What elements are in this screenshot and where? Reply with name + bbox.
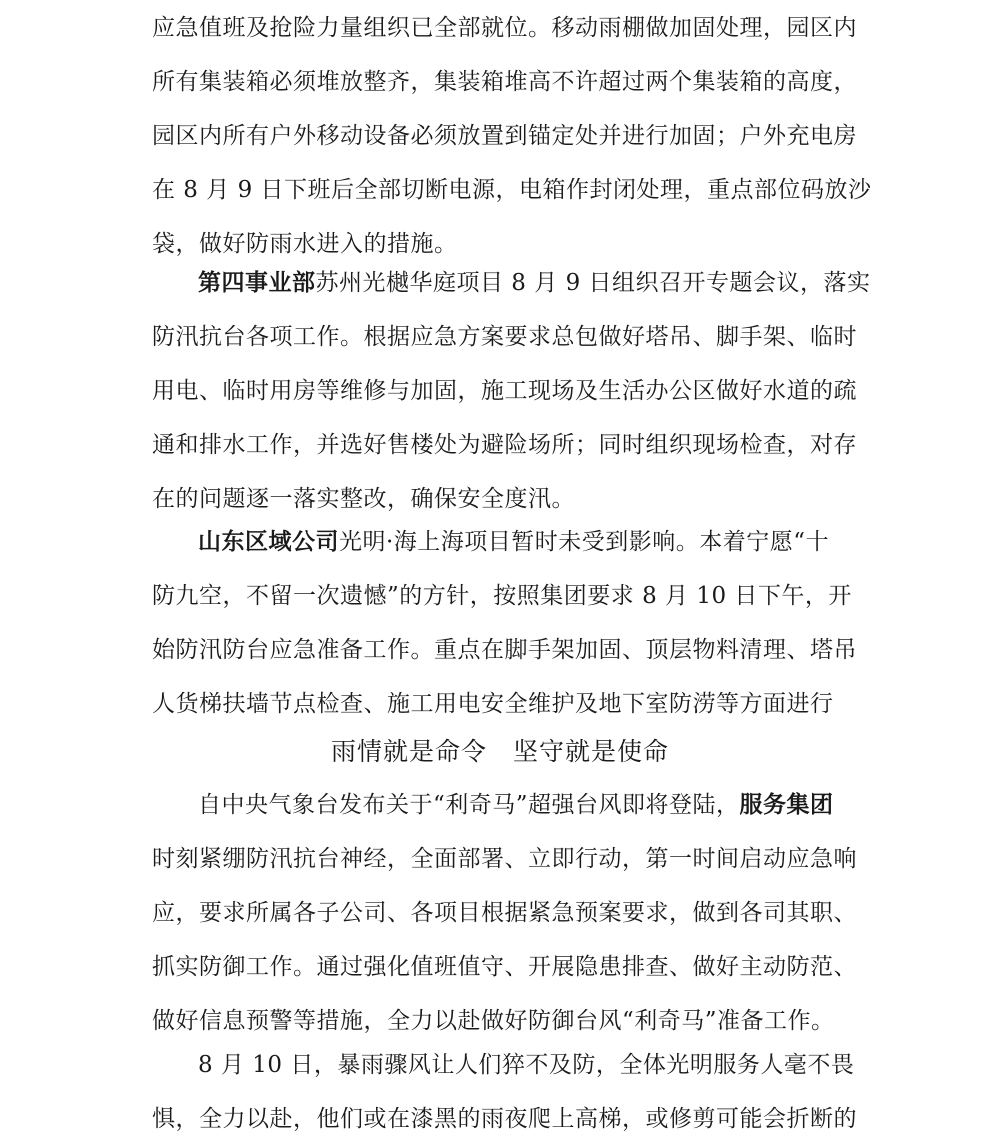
paragraph-first-line: 光明·海上海项目暂时未受到影响。本着宁愿“十 [339, 529, 830, 555]
text-line: 在的问题逐一落实整改，确保安全度汛。 [152, 486, 575, 512]
section-heading: 雨情就是命令 坚守就是使命 [330, 737, 669, 766]
text-line: 防九空，不留一次遗憾”的方针，按照集团要求 8 月 10 日下午，开 [152, 583, 852, 609]
text-line: 防汛抗台各项工作。根据应急方案要求总包做好塔吊、脚手架、临时 [152, 324, 857, 350]
paragraph-3 [152, 515, 857, 731]
paragraph-4 [152, 778, 857, 1048]
text-line: 应，要求所属各子公司、各项目根据紧急预案要求，做到各司其职、 [152, 900, 857, 926]
text-line: 所有集装箱必须堆放整齐，集装箱堆高不许超过两个集装箱的高度， [152, 69, 857, 95]
text-line: 做好信息预警等措施，全力以赴做好防御台风“利奇马”准备工作。 [152, 1008, 835, 1034]
paragraph-lead: 山东区域公司 [198, 528, 339, 555]
paragraph-1 [152, 1, 872, 271]
text-line: 抓实防御工作。通过强化值班值守、开展隐患排查、做好主动防范、 [152, 954, 857, 980]
text-line: 惧，全力以赴，他们或在漆黑的雨夜爬上高梯，或修剪可能会折断的 [152, 1106, 857, 1132]
text-line: 袋，做好防雨水进入的措施。 [152, 231, 458, 257]
text-line: 用电、临时用房等维修与加固，施工现场及生活办公区做好水道的疏 [152, 378, 857, 404]
text-line: 时刻紧绷防汛抗台神经，全面部署、立即行动，第一时间启动应急响 [152, 846, 857, 872]
paragraph-first-line: 苏州光樾华庭项目 8 月 9 日组织召开专题会议，落实 [315, 270, 871, 296]
text-line [152, 778, 852, 832]
text-line: 在 8 月 9 日下班后全部切断电源，电箱作封闭处理，重点部位码放沙 [152, 177, 872, 203]
paragraph-first-line: 自中央气象台发布关于“利奇马”超强台风即将登陆， [198, 792, 740, 818]
text-line: 园区内所有户外移动设备必须放置到锚定处并进行加固；户外充电房 [152, 123, 857, 149]
paragraph-2 [152, 256, 871, 526]
paragraph-lead: 第四事业部 [198, 269, 316, 296]
paragraph-bold-term: 服务集团 [739, 791, 834, 818]
paragraph-5 [152, 1038, 857, 1146]
text-line: 始防汛防台应急准备工作。重点在脚手架加固、顶层物料清理、塔吊 [152, 637, 857, 663]
text-line: 通和排水工作，并选好售楼处为避险场所；同时组织现场检查，对存 [152, 432, 857, 458]
text-line: 8 月 10 日，暴雨骤风让人们猝不及防，全体光明服务人毫不畏 [198, 1052, 855, 1078]
text-line: 应急值班及抢险力量组织已全部就位。移动雨棚做加固处理，园区内 [152, 15, 857, 41]
text-line [152, 515, 852, 569]
text-line [152, 256, 871, 310]
text-line: 人货梯扶墙节点检查、施工用电安全维护及地下室防涝等方面进行 [152, 691, 834, 717]
